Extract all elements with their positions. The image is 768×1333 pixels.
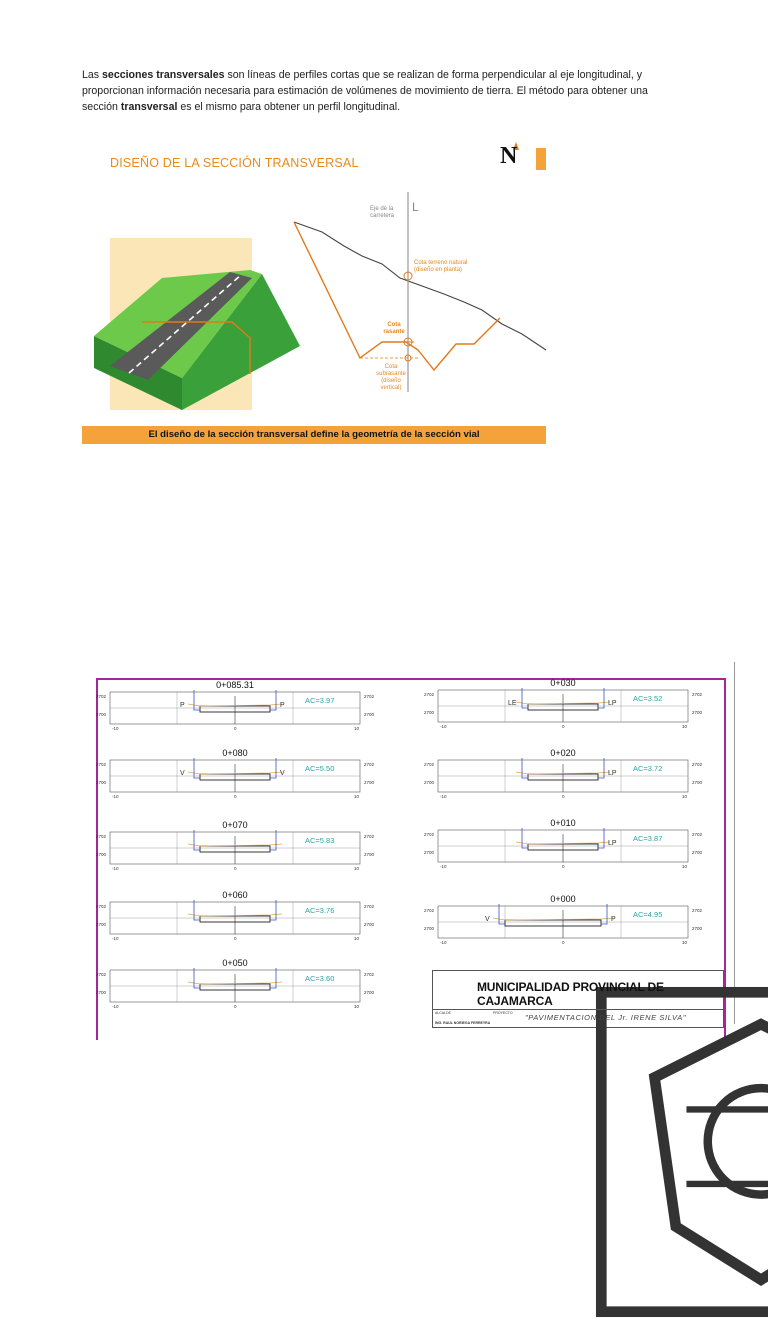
section-station-label: 0+050 [222, 958, 248, 968]
design-profile-line [294, 222, 500, 370]
section-area-label: AC=5.83 [305, 836, 335, 845]
elevation-bottom-left: 2700 [424, 850, 435, 855]
axis-left-label: -10 [112, 936, 119, 941]
logo-bar-icon [536, 148, 546, 170]
left-slope-line [499, 904, 505, 924]
elevation-bottom-right: 2700 [692, 710, 703, 715]
section-area-label: AC=3.87 [633, 834, 663, 843]
axis-center-label: 0 [562, 794, 565, 799]
axis-right-label: 10 [682, 940, 688, 945]
elevation-top-left: 2702 [424, 692, 435, 697]
axis-label: Eje de la carretera [370, 206, 395, 219]
elevation-top-right: 2702 [692, 832, 703, 837]
left-slope-line [522, 828, 528, 848]
left-slope-line [194, 690, 200, 710]
axis-center-label: 0 [234, 866, 237, 871]
figure-caption: El diseño de la sección transversal define la geometría de la sección vial [82, 426, 546, 444]
right-slope-line [598, 688, 604, 708]
axis-right-label: 10 [354, 726, 360, 731]
project-name: "PAVIMENTACION DEL Jr. IRENE SILVA" [525, 1013, 687, 1022]
section-area-label: AC=3.72 [633, 764, 663, 773]
section-area-label: AC=3.52 [633, 694, 663, 703]
axis-right-label: 10 [354, 936, 360, 941]
title-block-project-label: PROYECTO [493, 1011, 513, 1015]
elevation-top-right: 2702 [692, 692, 703, 697]
elevation-bottom-right: 2700 [364, 712, 375, 717]
section-station-label: 0+070 [222, 820, 248, 830]
axis-center-label: 0 [562, 864, 565, 869]
title-block-mayor-name: ING. RAUL NORIEGA FERREYRA [435, 1021, 491, 1025]
subrasante-text: Cota subrasante [376, 364, 406, 377]
axis-left-label: -10 [112, 866, 119, 871]
section-area-label: AC=3.76 [305, 906, 335, 915]
elevation-top-left: 2702 [96, 972, 107, 977]
elevation-bottom-right: 2700 [692, 850, 703, 855]
natural-terrain-line [294, 222, 546, 350]
elevation-top-right: 2702 [364, 694, 375, 699]
axis-center-label: 0 [234, 936, 237, 941]
right-mark-label: P [611, 916, 616, 923]
cross-sections-plan-sheet [80, 662, 736, 1024]
right-slope-line [270, 900, 276, 920]
section-station-label: 0+020 [550, 748, 576, 758]
section-area-label: AC=5.50 [305, 764, 335, 773]
left-mark-label: P [180, 702, 185, 709]
elevation-bottom-right: 2700 [692, 926, 703, 931]
elevation-bottom-right: 2700 [692, 780, 703, 785]
natural-terrain-subtext: (diseño en planta) [414, 267, 463, 273]
right-slope-line [270, 690, 276, 710]
cl-letter: L [412, 200, 419, 214]
subrasante-subtext: (diseño vertical) [380, 378, 402, 391]
left-mark-label: LE [508, 700, 517, 707]
intro-paragraph [82, 67, 682, 115]
right-slope-line [598, 758, 604, 778]
left-slope-line [194, 758, 200, 778]
intro-text-1: Las [82, 69, 103, 81]
elevation-top-right: 2702 [364, 972, 375, 977]
left-slope-line [522, 688, 528, 708]
north-letter: N [500, 143, 518, 169]
axis-left-label: -10 [112, 794, 119, 799]
left-slope-line [522, 758, 528, 778]
axis-left-label: -10 [440, 724, 447, 729]
left-slope-line [194, 830, 200, 850]
elevation-top-left: 2702 [96, 904, 107, 909]
natural-terrain-text: Cota terreno natural [414, 260, 468, 266]
axis-right-label: 10 [682, 864, 688, 869]
elevation-bottom-left: 2700 [96, 780, 107, 785]
axis-right-label: 10 [354, 866, 360, 871]
figure-title: DISEÑO DE LA SECCIÓN TRANSVERSAL [110, 156, 359, 170]
elevation-bottom-left: 2700 [424, 780, 435, 785]
axis-right-label: 10 [354, 1004, 360, 1009]
elevation-bottom-left: 2700 [424, 710, 435, 715]
municipal-seal-icon [433, 971, 768, 1333]
natural-terrain-label [414, 260, 494, 274]
axis-left-label: -10 [440, 794, 447, 799]
elevation-top-left: 2702 [424, 762, 435, 767]
axis-left-label: -10 [112, 726, 119, 731]
elevation-top-left: 2702 [96, 694, 107, 699]
axis-center-label: 0 [562, 724, 565, 729]
axis-right-label: 10 [682, 794, 688, 799]
elevation-top-right: 2702 [692, 762, 703, 767]
section-station-label: 0+030 [550, 678, 576, 688]
rasante-label: Cota rasante [383, 322, 405, 335]
axis-right-label: 10 [354, 794, 360, 799]
intro-bold-2: transversal [120, 101, 178, 113]
pavement-box [505, 920, 601, 926]
axis-left-label: -10 [440, 940, 447, 945]
elevation-top-right: 2702 [364, 762, 375, 767]
right-slope-line [270, 830, 276, 850]
axis-left-label: -10 [440, 864, 447, 869]
elevation-bottom-left: 2700 [96, 990, 107, 995]
right-mark-label: V [280, 770, 285, 777]
title-block-divider [433, 1009, 723, 1010]
section-station-label: 0+010 [550, 818, 576, 828]
axis-right-label: 10 [682, 724, 688, 729]
elevation-top-right: 2702 [364, 904, 375, 909]
elevation-bottom-left: 2700 [96, 712, 107, 717]
left-mark-label: V [180, 770, 185, 777]
right-mark-label: LP [608, 700, 617, 707]
subrasante-label [374, 364, 408, 392]
axis-left-label: -10 [112, 1004, 119, 1009]
elevation-top-right: 2702 [364, 834, 375, 839]
institution-name: MUNICIPALIDAD PROVINCIAL DE CAJAMARCA [477, 980, 664, 1008]
axis-center-label: 0 [234, 726, 237, 731]
elevation-bottom-right: 2700 [364, 780, 375, 785]
intro-text-3: es el mismo para obtener un perfil longitudinal. [177, 101, 401, 113]
left-slope-line [194, 900, 200, 920]
right-slope-line [601, 904, 607, 924]
right-mark-label: P [280, 702, 285, 709]
section-area-label: AC=4.95 [633, 910, 663, 919]
elevation-bottom-left: 2700 [424, 926, 435, 931]
section-station-label: 0+080 [222, 748, 248, 758]
elevation-top-right: 2702 [692, 908, 703, 913]
elevation-top-left: 2702 [424, 908, 435, 913]
intro-bold-1: secciones transversales [102, 69, 225, 81]
axis-center-label: 0 [234, 794, 237, 799]
title-block [432, 970, 724, 1028]
right-mark-label: LP [608, 770, 617, 777]
cross-section-illustration [82, 128, 548, 446]
elevation-top-left: 2702 [96, 762, 107, 767]
left-mark-label: V [485, 916, 490, 923]
right-slope-line [598, 828, 604, 848]
left-slope-line [194, 968, 200, 988]
right-mark-label: LP [608, 840, 617, 847]
elevation-top-left: 2702 [424, 832, 435, 837]
right-slope-line [270, 968, 276, 988]
cross-section-design-figure [82, 128, 548, 446]
elevation-bottom-right: 2700 [364, 922, 375, 927]
section-station-label: 0+085.31 [216, 680, 254, 690]
elevation-bottom-left: 2700 [96, 922, 107, 927]
axis-center-label: 0 [234, 1004, 237, 1009]
right-slope-line [270, 758, 276, 778]
elevation-top-left: 2702 [96, 834, 107, 839]
section-area-label: AC=3.60 [305, 974, 335, 983]
elevation-bottom-right: 2700 [364, 852, 375, 857]
section-station-label: 0+000 [550, 894, 576, 904]
elevation-bottom-left: 2700 [96, 852, 107, 857]
title-block-mayor-label: ALCALDE [435, 1011, 451, 1015]
section-station-label: 0+060 [222, 890, 248, 900]
intro-text-2: son líneas de perfiles cortas que se realizan de forma perpendicular al eje longitudinal, y proporcionan información necesaria para estimación de volúmenes de movimiento de tierra. El método para obtener una sección [82, 69, 648, 113]
elevation-bottom-right: 2700 [364, 990, 375, 995]
section-area-label: AC=3.97 [305, 696, 335, 705]
axis-center-label: 0 [562, 940, 565, 945]
